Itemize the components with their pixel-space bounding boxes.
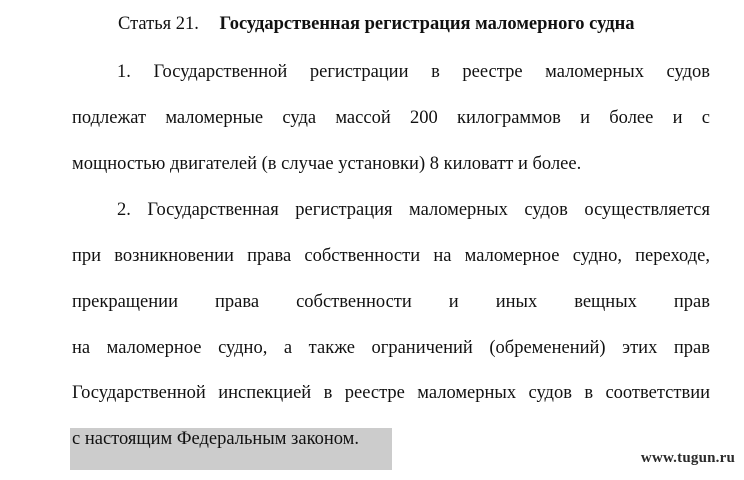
paragraph-1-line-2: подлежат маломерные суда массой 200 килограммов и более и с xyxy=(72,108,710,128)
paragraph-2-line-1: 2. Государственная регистрация маломерных судов осуществляется xyxy=(117,200,710,220)
paragraph-2-line-4: на маломерное судно, а также ограничений (обременений) этих прав xyxy=(72,338,710,358)
paragraph-2-line-6: с настоящим Федеральным законом. xyxy=(72,429,359,449)
watermark: www.tugun.ru xyxy=(640,450,735,466)
article-title xyxy=(118,11,634,37)
paragraph-2-line-2: при возникновении права собственности на маломерное судно, переходе, xyxy=(72,246,710,266)
article-label: Статья 21. xyxy=(118,14,199,34)
paragraph-1-line-3: мощностью двигателей (в случае установки) 8 киловатт и более. xyxy=(72,154,582,174)
article-heading: Государственная регистрация маломерного судна xyxy=(219,14,635,34)
paragraph-2-line-3: прекращении права собственности и иных вещных прав xyxy=(72,292,710,312)
paragraph-1-line-1: 1. Государственной регистрации в реестре маломерных судов xyxy=(117,62,710,82)
paragraph-2-line-5: Государственной инспекцией в реестре маломерных судов в соответствии xyxy=(72,383,710,403)
